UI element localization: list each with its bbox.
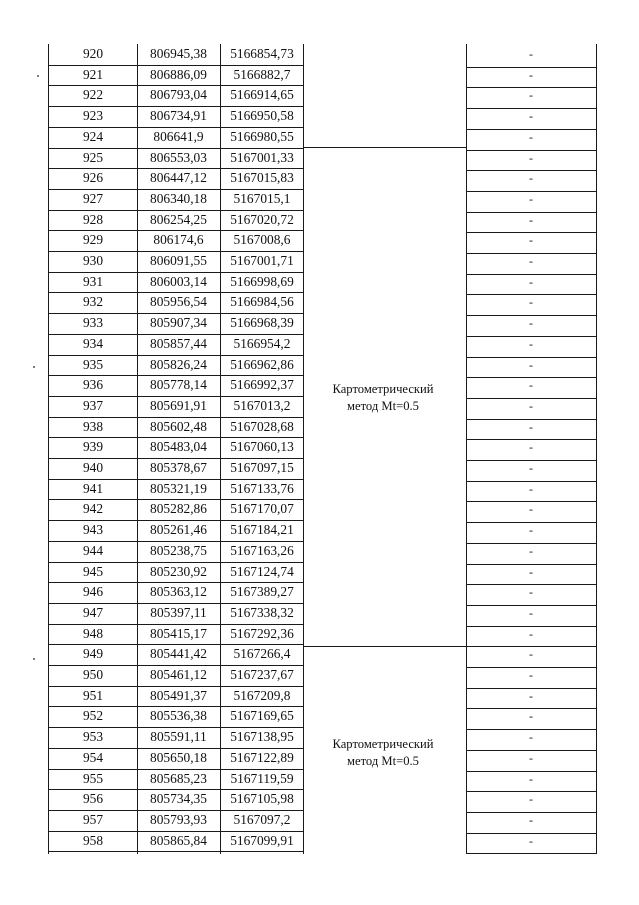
- coordinate-x: 805363,12: [150, 584, 207, 600]
- precision-cell: -: [529, 647, 533, 662]
- point-number: 944: [82, 542, 104, 558]
- coordinate-x: 805230,92: [150, 563, 207, 579]
- method-note-1: [300, 381, 466, 415]
- coordinate-y: 5166992,37: [230, 377, 294, 393]
- coordinate-x: 805238,75: [150, 542, 207, 558]
- scan-speck: [33, 658, 35, 660]
- coordinate-y: 5166950,58: [230, 108, 294, 124]
- point-number: 948: [82, 625, 104, 641]
- precision-cell: -: [529, 171, 533, 186]
- scan-speck: [37, 75, 39, 77]
- coordinate-x: 806340,18: [150, 190, 207, 206]
- precision-cell: -: [529, 357, 533, 372]
- coordinate-x: 805536,38: [150, 708, 207, 724]
- point-number: 933: [82, 315, 104, 331]
- coordinate-y: 5167119,59: [230, 770, 294, 786]
- coordinate-x: 806641,9: [153, 128, 204, 144]
- method-note-1-line1: Картометрический: [332, 382, 434, 396]
- coordinate-x: 805491,37: [150, 687, 207, 703]
- point-number: 958: [82, 832, 104, 848]
- point-number: 937: [82, 397, 104, 413]
- precision-cell: -: [529, 150, 533, 165]
- point-number: 953: [82, 729, 104, 745]
- precision-cell: -: [529, 543, 533, 558]
- coordinate-x: 806003,14: [150, 273, 207, 289]
- coordinate-x: 805321,19: [150, 480, 207, 496]
- rule-group-1-top: [303, 147, 466, 148]
- coordinate-x: 805956,54: [150, 294, 207, 310]
- coordinate-x: 806734,91: [150, 108, 207, 124]
- coordinate-y: 5166854,73: [230, 46, 294, 61]
- precision-cell: -: [529, 295, 533, 310]
- point-number: 927: [82, 190, 104, 206]
- coordinate-x: 805397,11: [150, 604, 207, 620]
- precision-cell: -: [529, 709, 533, 724]
- precision-cell: -: [529, 833, 533, 848]
- coordinate-y: 5167292,36: [230, 625, 294, 641]
- point-number: 946: [82, 584, 104, 600]
- coordinate-y: 5167013,2: [233, 397, 291, 413]
- coordinate-y: 5167015,1: [233, 190, 291, 206]
- point-number: 952: [82, 708, 104, 724]
- point-number: 949: [82, 646, 104, 662]
- scan-speck: [33, 366, 35, 368]
- coordinate-y: 5167184,21: [230, 522, 294, 538]
- coordinate-x: 805778,14: [150, 377, 207, 393]
- point-number: 922: [82, 87, 104, 103]
- coordinate-y: 5167209,8: [233, 687, 291, 703]
- coordinate-y: 5167122,89: [230, 749, 294, 765]
- point-number: 924: [82, 128, 104, 144]
- coordinate-x: 806174,6: [153, 232, 204, 248]
- precision-cell: -: [529, 274, 533, 289]
- coordinate-y: 5167338,32: [230, 604, 294, 620]
- method-note-2: [300, 736, 466, 770]
- point-number: 929: [82, 232, 104, 248]
- point-number: 921: [82, 66, 104, 82]
- precision-cell: -: [529, 771, 533, 786]
- coordinate-y: 5167020,72: [230, 211, 294, 227]
- coordinate-x: 805441,42: [150, 646, 207, 662]
- rule-right: [596, 44, 597, 854]
- precision-cell: -: [529, 750, 533, 765]
- row-rule-precision: [466, 853, 597, 854]
- point-number: 950: [82, 667, 104, 682]
- rule-group-2-top: [303, 646, 466, 647]
- point-number: 945: [82, 563, 104, 579]
- method-note-2-line1: Картометрический: [332, 737, 434, 751]
- precision-cell: -: [529, 585, 533, 600]
- coordinate-x: 805865,84: [150, 832, 207, 848]
- point-number: 920: [82, 46, 104, 61]
- point-number: 926: [82, 170, 104, 186]
- precision-cell: -: [529, 461, 533, 475]
- point-number: 941: [82, 480, 104, 496]
- coordinate-x: 805261,46: [150, 522, 207, 538]
- coordinate-x: 805602,48: [150, 418, 207, 434]
- point-number: 954: [82, 749, 104, 765]
- coordinate-y: 5167163,26: [230, 542, 294, 558]
- coordinate-y: 5167097,15: [230, 460, 294, 475]
- coordinate-y: 5167169,65: [230, 708, 294, 724]
- precision-cell: -: [529, 129, 533, 144]
- coordinate-y: 5167133,76: [230, 480, 294, 496]
- precision-cell: -: [529, 419, 533, 434]
- row-rule: [48, 851, 304, 852]
- precision-cell: -: [529, 440, 533, 455]
- coordinate-y: 5167008,6: [233, 232, 291, 248]
- point-number: 934: [82, 335, 104, 351]
- point-number: 935: [82, 356, 104, 372]
- precision-cell: -: [529, 378, 533, 393]
- coordinate-x: 805826,24: [150, 356, 207, 372]
- precision-cell: -: [529, 523, 533, 538]
- coordinate-x: 805793,93: [150, 811, 207, 827]
- coordinate-y: 5166962,86: [230, 356, 294, 372]
- point-number: 939: [82, 439, 104, 455]
- coordinate-y: 5166954,2: [233, 335, 291, 351]
- coordinate-y: 5167170,07: [230, 501, 294, 517]
- point-number: 957: [82, 811, 104, 827]
- coordinate-x: 805650,18: [150, 749, 207, 765]
- point-number: 930: [82, 253, 104, 268]
- coordinate-y: 5167389,27: [230, 584, 294, 600]
- precision-cell: -: [529, 109, 533, 124]
- coordinate-y: 5166914,65: [230, 87, 294, 103]
- coordinate-x: 805685,23: [150, 770, 207, 786]
- coordinate-x: 805415,17: [150, 625, 207, 641]
- coordinate-x: 806091,55: [150, 253, 207, 268]
- point-number: 942: [82, 501, 104, 517]
- coordinate-x: 805691,91: [150, 397, 207, 413]
- precision-cell: -: [529, 792, 533, 807]
- precision-cell: -: [529, 668, 533, 682]
- point-number: 936: [82, 377, 104, 393]
- coordinate-y: 5167001,71: [230, 253, 294, 268]
- coordinate-y: 5167015,83: [230, 170, 294, 186]
- coordinate-y: 5167124,74: [230, 563, 294, 579]
- point-number: 925: [82, 149, 104, 165]
- precision-cell: -: [529, 398, 533, 413]
- precision-cell: -: [529, 191, 533, 206]
- coordinate-x: 805857,44: [150, 335, 207, 351]
- coordinate-y: 5167001,33: [230, 149, 294, 165]
- point-number: 943: [82, 522, 104, 538]
- precision-cell: -: [529, 564, 533, 579]
- precision-cell: -: [529, 626, 533, 641]
- coordinate-x: 806945,38: [150, 46, 207, 61]
- coordinate-x: 806886,09: [150, 66, 207, 82]
- coordinate-y: 5167237,67: [230, 667, 294, 682]
- coordinate-x: 805461,12: [150, 667, 207, 682]
- method-note-1-line2: метод Mt=0.5: [347, 399, 419, 413]
- precision-cell: -: [529, 67, 533, 82]
- precision-cell: -: [529, 212, 533, 227]
- precision-cell: -: [529, 605, 533, 620]
- point-number: 928: [82, 211, 104, 227]
- point-number: 940: [82, 460, 104, 475]
- precision-cell: -: [529, 812, 533, 827]
- precision-cell: -: [529, 316, 533, 331]
- method-note-2-line2: метод Mt=0.5: [347, 754, 419, 768]
- coordinate-y: 5167099,91: [230, 832, 294, 848]
- coordinate-x: 805483,04: [150, 439, 207, 455]
- coordinate-x: 806447,12: [150, 170, 207, 186]
- point-number: 956: [82, 791, 104, 807]
- precision-cell: -: [529, 88, 533, 103]
- point-number: 923: [82, 108, 104, 124]
- coordinate-y: 5167138,95: [230, 729, 294, 745]
- coordinate-x: 806793,04: [150, 87, 207, 103]
- coordinate-y: 5167266,4: [233, 646, 291, 662]
- precision-cell: -: [529, 336, 533, 351]
- coordinate-y: 5166980,55: [230, 128, 294, 144]
- coordinate-y: 5166968,39: [230, 315, 294, 331]
- precision-cell: -: [529, 47, 533, 61]
- precision-cell: -: [529, 481, 533, 496]
- precision-cell: -: [529, 688, 533, 703]
- coordinate-y: 5166984,56: [230, 294, 294, 310]
- coordinate-y: 5167097,2: [233, 811, 291, 827]
- coordinate-x: 806254,25: [150, 211, 207, 227]
- coordinate-x: 805591,11: [150, 729, 207, 745]
- coordinate-x: 805378,67: [150, 460, 207, 475]
- coordinate-x: 805734,35: [150, 791, 207, 807]
- coordinate-x: 806553,03: [150, 149, 207, 165]
- coordinate-y: 5166882,7: [233, 66, 291, 82]
- coordinate-y: 5167028,68: [230, 418, 294, 434]
- precision-cell: -: [529, 233, 533, 248]
- point-number: 932: [82, 294, 104, 310]
- point-number: 955: [82, 770, 104, 786]
- coordinate-x: 805282,86: [150, 501, 207, 517]
- point-number: 951: [82, 687, 104, 703]
- precision-cell: -: [529, 502, 533, 517]
- coordinate-x: 805907,34: [150, 315, 207, 331]
- point-number: 931: [82, 273, 104, 289]
- coordinate-y: 5167060,13: [230, 439, 294, 455]
- precision-cell: -: [529, 254, 533, 268]
- point-number: 947: [82, 604, 104, 620]
- coordinate-y: 5166998,69: [230, 273, 294, 289]
- precision-cell: -: [529, 730, 533, 745]
- coordinate-y: 5167105,98: [230, 791, 294, 807]
- point-number: 938: [82, 418, 104, 434]
